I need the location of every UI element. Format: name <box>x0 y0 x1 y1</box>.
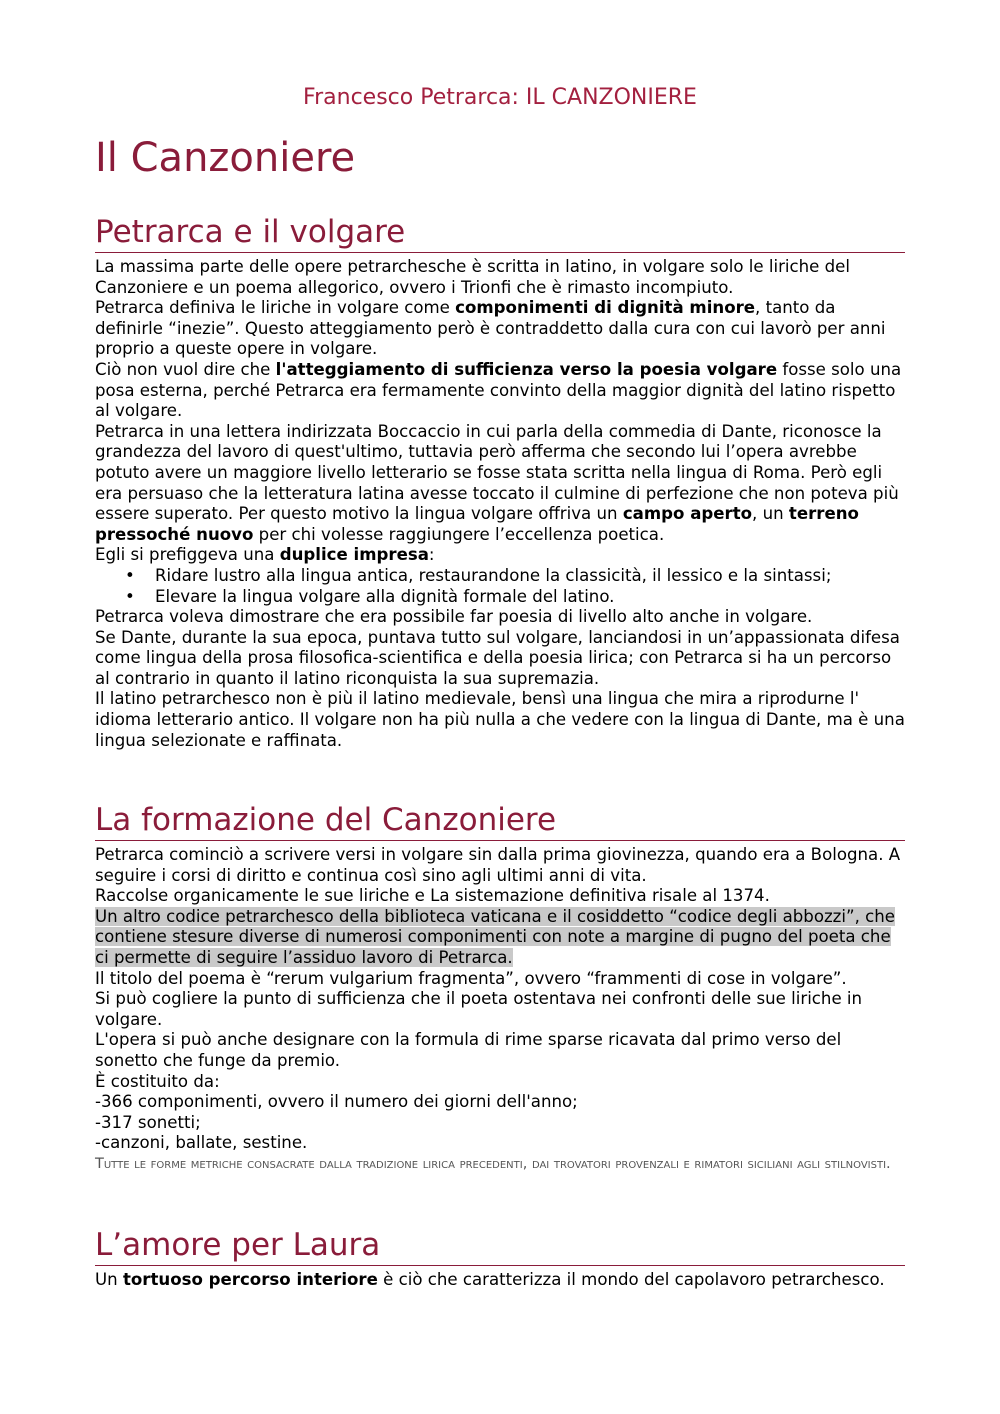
document-title: Il Canzoniere <box>95 135 356 181</box>
paragraph: Se Dante, durante la sua epoca, puntava tutto sul volgare, lanciandosi in un’appassionata difesa come lingua della prosa filosofica-scientifica e della poesia lirica; con Petrarca si ha un percorso al contrario in quanto il latino riconquista la sua supremazia. <box>95 627 900 688</box>
paragraph: -317 sonetti; <box>95 1112 201 1132</box>
paragraph <box>95 422 905 546</box>
text-run: è ciò che caratterizza il mondo del capolavoro petrarchesco. <box>377 1270 885 1289</box>
paragraph: La massima parte delle opere petrarchesche è scritta in latino, in volgare solo le liriche del Canzoniere e un poema allegorico, ovvero i Trionfi che è rimasto incompiuto. <box>95 257 850 297</box>
section-body <box>95 257 905 751</box>
list-item: • Ridare lustro alla lingua antica, restaurandone la classicità, il lessico e la sintassi; <box>125 566 905 587</box>
paragraph <box>95 298 905 360</box>
paragraph: -canzoni, ballate, sestine. <box>95 1133 308 1153</box>
section-body <box>95 1270 905 1291</box>
section-petrarca-volgare <box>95 212 905 751</box>
section-heading: La formazione del Canzoniere <box>95 800 905 841</box>
paragraph <box>95 360 905 422</box>
text-run: fosse solo una posa esterna, perché Petrarca era fermamente convinto della maggior dignità del latino rispetto al volgare. <box>95 359 902 421</box>
text-run: Egli si prefiggeva una <box>95 545 280 565</box>
bold-text: campo aperto <box>622 504 753 524</box>
paragraph: Si può cogliere la punto di sufficienza che il poeta ostentava nei confronti delle sue liriche in volgare. <box>95 989 863 1029</box>
bold-text: componimenti di dignità minore <box>455 298 756 318</box>
bold-text: terreno pressoché nuovo <box>95 504 859 544</box>
paragraph: Raccolse organicamente le sue liriche e La sistemazione definitiva risale al 1374. <box>95 886 770 906</box>
section-heading: L’amore per Laura <box>95 1225 905 1266</box>
section-amore-laura <box>95 1225 905 1291</box>
section-body <box>95 845 905 1175</box>
paragraph: Il titolo del poema è “rerum vulgarium fragmenta”, ovvero “frammenti di cose in volgare”. <box>95 968 847 988</box>
paragraph <box>95 545 905 566</box>
paragraph: Petrarca cominciò a scrivere versi in volgare sin dalla prima giovinezza, quando era a Bologna. A seguire i corsi di diritto e continua così sino agli ultimi anni di vita. <box>95 845 901 885</box>
section-formazione-canzoniere <box>95 800 905 1175</box>
paragraph: È costituito da: <box>95 1071 220 1091</box>
text-run: Un <box>95 1270 123 1289</box>
highlighted-text: Un altro codice petrarchesco della biblioteca vaticana e il cosiddetto “codice degli abbozzi”, che contiene stesure diverse di numerosi componimenti con note a margine di pugno del poeta che ci permette di seguire l’assiduo lavoro di Petrarca. <box>95 906 895 967</box>
small-caps-note: Tutte le forme metriche consacrate dalla tradizione lirica precedenti, dai trovatori provenzali e rimatori siciliani agli stilnovisti. <box>95 1155 891 1172</box>
list-item: • Elevare la lingua volgare alla dignità formale del latino. <box>125 587 905 608</box>
header-title: Francesco Petrarca: IL CANZONIERE <box>303 85 697 110</box>
paragraph: Petrarca voleva dimostrare che era possibile far poesia di livello alto anche in volgare. <box>95 607 813 627</box>
paragraph: Il latino petrarchesco non è più il latino medievale, bensì una lingua che mira a riprodurne l' idioma letterario antico. Il volgare non ha più nulla a che vedere con la lingua di Dante, ma è una lingua selezionate e raffinata. <box>95 689 905 750</box>
section-heading: Petrarca e il volgare <box>95 212 905 253</box>
text-run: : <box>428 545 435 565</box>
text-run: per chi volesse raggiungere l’eccellenza poetica. <box>253 524 665 544</box>
text-run: , un <box>752 504 789 524</box>
text-run: Petrarca definiva le liriche in volgare come <box>95 298 456 318</box>
text-run: , tanto da definirle “inezie”. Questo atteggiamento però è contraddetto dalla cura con cui lavorò per anni proprio a queste opere in volgare. <box>95 298 886 359</box>
paragraph: -366 componimenti, ovvero il numero dei giorni dell'anno; <box>95 1092 578 1112</box>
bold-text: l'atteggiamento di sufficienza verso la poesia volgare <box>275 359 778 379</box>
bullet-list <box>95 566 905 607</box>
text-run: Ciò non vuol dire che <box>95 359 276 379</box>
text-run: Petrarca in una lettera indirizzata Boccaccio in cui parla della commedia di Dante, riconosce la grandezza del lavoro di quest'ultimo, tuttavia però afferma che secondo lui l’opera avrebbe potuto avere un maggiore livello letterario se fosse stata scritta nella lingua di Roma. Però egli era persuaso che la letteratura latina avesse toccato il culmine di perfezione che non poteva più essere superato. Per questo motivo la lingua volgare offriva un <box>95 421 899 524</box>
paragraph: L'opera si può anche designare con la formula di rime sparse ricavata dal primo verso del sonetto che funge da premio. <box>95 1030 842 1070</box>
paragraph <box>95 1270 905 1291</box>
paragraph <box>95 907 905 969</box>
bold-text: tortuoso percorso interiore <box>122 1270 378 1289</box>
bold-text: duplice impresa <box>279 545 429 565</box>
